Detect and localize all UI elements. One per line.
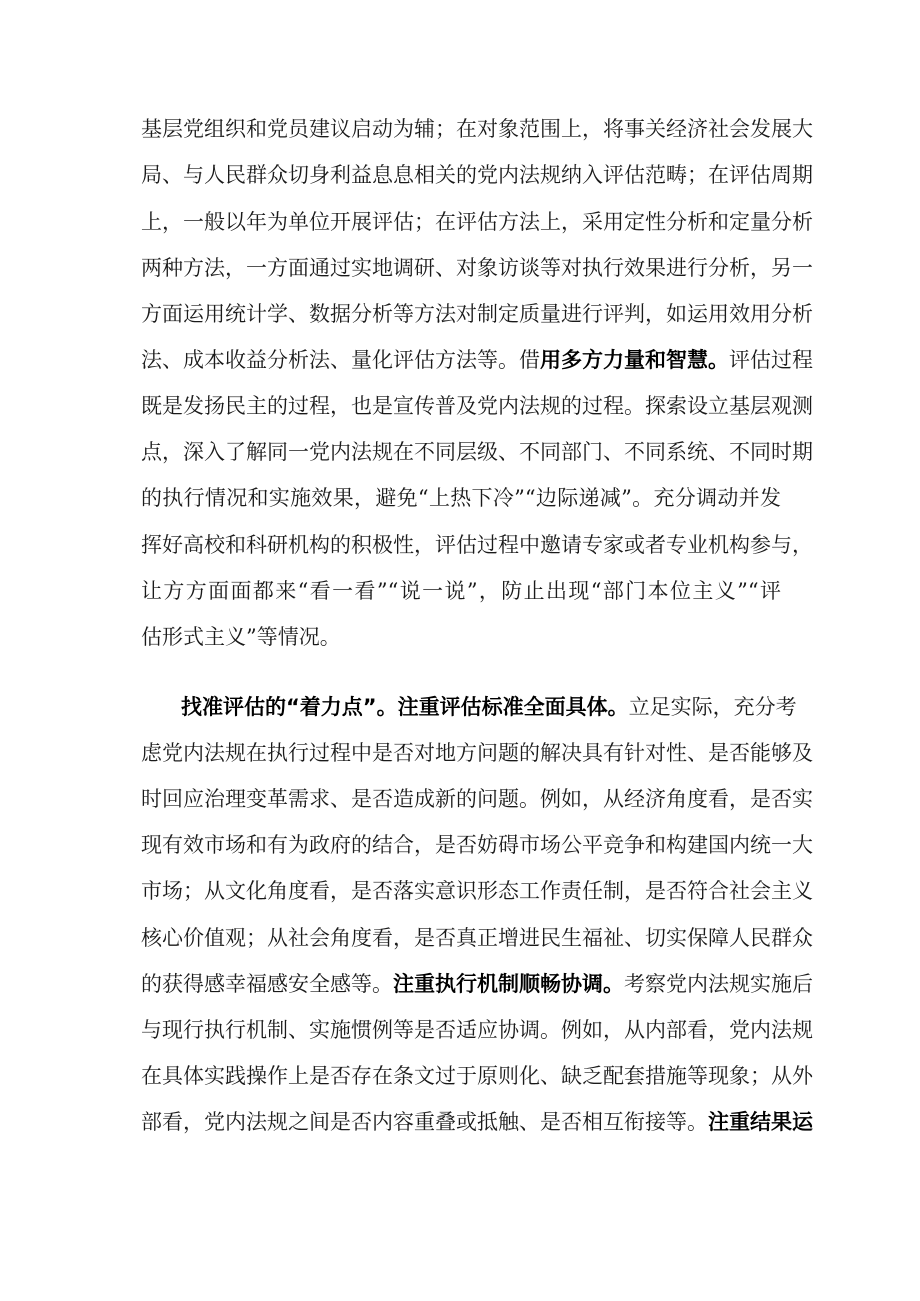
bold-phrase-execution-mechanism: 注重执行机制顺畅协调。 bbox=[393, 972, 624, 996]
paragraph-1-line-4: 两种方法，一方面通过实地调研、对象访谈等对执行效果进行分析，另一 bbox=[141, 256, 813, 280]
paragraph-1-line-3: 上，一般以年为单位开展评估；在评估方法上，采用定性分析和定量分析 bbox=[141, 210, 813, 234]
paragraph-1-line-1: 基层党组织和党员建议启动为辅；在对象范围上，将事关经济社会发展大 bbox=[141, 117, 813, 141]
paragraph-1-line-9: 的执行情况和实施效果，避免“上热下冷”“边际递减”。充分调动并发 bbox=[141, 486, 781, 510]
paragraph-2-line-10: 部看，党内法规之间是否内容重叠或抵触、是否相互衔接等。注重结果运 bbox=[141, 1110, 813, 1134]
paragraph-1-line-12: 估形式主义”等情况。 bbox=[141, 625, 341, 649]
paragraph-1-line-7: 既是发扬民主的过程，也是宣传普及党内法规的过程。探索设立基层观测 bbox=[141, 394, 813, 418]
paragraph-2-line-9: 在具体实践操作上是否存在条文过于原则化、缺乏配套措施等现象；从外 bbox=[141, 1064, 813, 1088]
paragraph-1-line-5: 方面运用统计学、数据分析等方法对制定质量进行评判，如运用效用分析 bbox=[141, 302, 813, 326]
paragraph-1-line-8: 点，深入了解同一党内法规在不同层级、不同部门、不同系统、不同时期 bbox=[141, 440, 813, 464]
bold-phrase-result-use: 注重结果运 bbox=[708, 1110, 813, 1134]
paragraph-2-line-5: 市场；从文化角度看，是否落实意识形态工作责任制，是否符合社会主义 bbox=[141, 879, 813, 903]
paragraph-1-line-10: 挥好高校和科研机构的积极性，评估过程中邀请专家或者专业机构参与， bbox=[141, 533, 813, 557]
paragraph-2-line-8: 与现行执行机制、实施惯例等是否适应协调。例如，从内部看，党内法规 bbox=[141, 1018, 813, 1042]
bold-heading-focus-point: 找准评估的“着力点”。注重评估标准全面具体。 bbox=[181, 695, 629, 719]
paragraph-1-line-11: 让方方面面都来“看一看”“说一说”，防止出现“部门本位主义”“评 bbox=[141, 579, 781, 603]
paragraph-2-line-4: 现有效市场和有为政府的结合，是否妨碍市场公平竞争和构建国内统一大 bbox=[141, 833, 813, 857]
paragraph-2-line-1: 找准评估的“着力点”。注重评估标准全面具体。立足实际，充分考 bbox=[181, 695, 797, 719]
bold-phrase-multiple-forces: 用多方力量和智慧。 bbox=[540, 348, 729, 372]
paragraph-2-line-6: 核心价值观；从社会角度看，是否真正增进民生福祉、切实保障人民群众 bbox=[141, 926, 813, 950]
paragraph-1-line-6: 法、成本收益分析法、量化评估方法等。借用多方力量和智慧。评估过程 bbox=[141, 348, 813, 372]
paragraph-2-line-2: 虑党内法规在执行过程中是否对地方问题的解决具有针对性、是否能够及 bbox=[141, 741, 813, 765]
paragraph-1-line-2: 局、与人民群众切身利益息息相关的党内法规纳入评估范畴；在评估周期 bbox=[141, 163, 813, 187]
paragraph-2-line-3: 时回应治理变革需求、是否造成新的问题。例如，从经济角度看，是否实 bbox=[141, 787, 813, 811]
paragraph-2-line-7: 的获得感幸福感安全感等。注重执行机制顺畅协调。考察党内法规实施后 bbox=[141, 972, 813, 996]
